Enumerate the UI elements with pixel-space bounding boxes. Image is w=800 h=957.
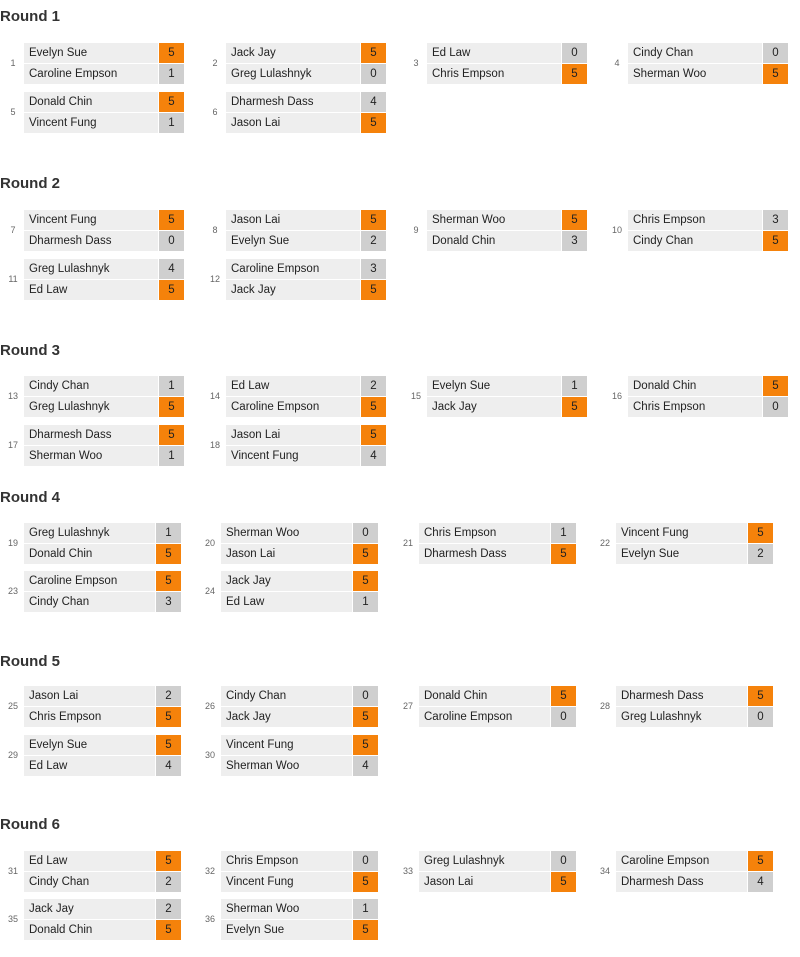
player-row[interactable] (427, 397, 587, 417)
match-number: 26 (204, 701, 215, 711)
winning-score: 5 (353, 544, 378, 564)
player-name: Caroline Empson (24, 64, 158, 84)
player-row[interactable] (226, 92, 386, 112)
winning-score: 5 (361, 280, 386, 300)
player-row[interactable] (419, 872, 576, 892)
player-name: Vincent Fung (226, 446, 360, 466)
player-name: Evelyn Sue (221, 920, 352, 940)
player-name: Dharmesh Dass (616, 872, 747, 892)
score: 1 (159, 446, 184, 466)
score: 0 (562, 43, 587, 63)
winning-score: 5 (353, 735, 378, 755)
match-number: 3 (413, 58, 419, 68)
player-row[interactable] (226, 446, 386, 466)
player-name: Evelyn Sue (24, 43, 158, 63)
score: 0 (763, 397, 788, 417)
score: 2 (361, 231, 386, 251)
player-row[interactable] (226, 425, 386, 445)
winning-score: 5 (156, 571, 181, 591)
player-name: Jack Jay (226, 280, 360, 300)
player-row[interactable] (221, 872, 378, 892)
player-row[interactable] (616, 544, 773, 564)
score: 0 (353, 851, 378, 871)
player-row[interactable] (616, 686, 773, 706)
score: 2 (361, 376, 386, 396)
winning-score: 5 (361, 210, 386, 230)
winning-score: 5 (748, 851, 773, 871)
match-number: 32 (204, 866, 215, 876)
score: 4 (159, 259, 184, 279)
winning-score: 5 (159, 425, 184, 445)
player-row[interactable] (24, 259, 184, 279)
winning-score: 5 (353, 920, 378, 940)
winning-score: 5 (361, 425, 386, 445)
player-name: Ed Law (427, 43, 561, 63)
player-name: Jack Jay (24, 899, 155, 919)
player-name: Greg Lulashnyk (24, 259, 158, 279)
player-row[interactable] (24, 571, 181, 591)
player-row[interactable] (419, 707, 576, 727)
player-row[interactable] (226, 397, 386, 417)
player-name: Evelyn Sue (24, 735, 155, 755)
player-name: Jack Jay (427, 397, 561, 417)
player-name: Ed Law (24, 851, 155, 871)
player-name: Chris Empson (419, 523, 550, 543)
player-row[interactable] (24, 446, 184, 466)
player-row[interactable] (24, 43, 184, 63)
round-title: Round 2 (0, 175, 60, 192)
round-title: Round 1 (0, 8, 60, 25)
match-number: 34 (599, 866, 610, 876)
match-number: 11 (8, 274, 18, 284)
match-number: 1 (10, 58, 16, 68)
player-row[interactable] (226, 376, 386, 396)
player-row[interactable] (419, 544, 576, 564)
score: 4 (353, 756, 378, 776)
player-row[interactable] (24, 280, 184, 300)
player-name: Chris Empson (628, 210, 762, 230)
match-number: 2 (212, 58, 218, 68)
score: 0 (551, 851, 576, 871)
player-row[interactable] (221, 544, 378, 564)
match-number: 22 (599, 538, 610, 548)
player-row[interactable] (24, 872, 181, 892)
match-number: 4 (614, 58, 620, 68)
match-number: 8 (212, 225, 218, 235)
player-name: Jack Jay (221, 571, 352, 591)
player-name: Cindy Chan (221, 686, 352, 706)
score: 3 (361, 259, 386, 279)
round-title: Round 4 (0, 489, 60, 506)
player-name: Sherman Woo (221, 523, 352, 543)
player-row[interactable] (24, 231, 184, 251)
player-name: Greg Lulashnyk (419, 851, 550, 871)
score: 1 (159, 113, 184, 133)
match-number: 9 (413, 225, 419, 235)
match-number: 12 (209, 274, 220, 284)
player-name: Ed Law (221, 592, 352, 612)
player-name: Evelyn Sue (427, 376, 561, 396)
score: 1 (159, 376, 184, 396)
winning-score: 5 (156, 920, 181, 940)
winning-score: 5 (156, 707, 181, 727)
winning-score: 5 (159, 43, 184, 63)
winning-score: 5 (159, 397, 184, 417)
match-number: 17 (7, 440, 18, 450)
player-row[interactable] (628, 397, 788, 417)
player-name: Jason Lai (226, 425, 360, 445)
score: 3 (763, 210, 788, 230)
player-row[interactable] (628, 231, 788, 251)
match-number: 29 (7, 750, 18, 760)
winning-score: 5 (353, 872, 378, 892)
player-name: Chris Empson (24, 707, 155, 727)
winning-score: 5 (763, 376, 788, 396)
winning-score: 5 (361, 397, 386, 417)
player-row[interactable] (24, 920, 181, 940)
player-name: Ed Law (24, 756, 155, 776)
player-name: Jack Jay (221, 707, 352, 727)
score: 4 (361, 92, 386, 112)
player-row[interactable] (226, 280, 386, 300)
winning-score: 5 (551, 544, 576, 564)
match-number: 14 (209, 391, 220, 401)
player-name: Jack Jay (226, 43, 360, 63)
player-name: Sherman Woo (24, 446, 158, 466)
match-number: 19 (7, 538, 18, 548)
player-name: Jason Lai (419, 872, 550, 892)
match-number: 31 (7, 866, 18, 876)
round-title: Round 6 (0, 816, 60, 833)
winning-score: 5 (562, 210, 587, 230)
player-row[interactable] (628, 376, 788, 396)
score: 2 (156, 899, 181, 919)
score: 4 (748, 872, 773, 892)
score: 3 (562, 231, 587, 251)
match-number: 36 (204, 914, 215, 924)
player-row[interactable] (226, 231, 386, 251)
match-number: 6 (212, 107, 218, 117)
winning-score: 5 (156, 851, 181, 871)
player-name: Chris Empson (427, 64, 561, 84)
player-name: Cindy Chan (628, 231, 762, 251)
player-row[interactable] (221, 592, 378, 612)
winning-score: 5 (353, 571, 378, 591)
match-number: 28 (599, 701, 610, 711)
score: 2 (156, 872, 181, 892)
player-name: Sherman Woo (221, 756, 352, 776)
score: 1 (159, 64, 184, 84)
player-name: Cindy Chan (24, 872, 155, 892)
winning-score: 5 (562, 397, 587, 417)
player-row[interactable] (221, 707, 378, 727)
match-number: 23 (7, 586, 18, 596)
player-name: Vincent Fung (221, 735, 352, 755)
player-name: Caroline Empson (616, 851, 747, 871)
player-row[interactable] (24, 64, 184, 84)
player-row[interactable] (221, 851, 378, 871)
player-row[interactable] (24, 113, 184, 133)
match-number: 16 (611, 391, 622, 401)
score: 2 (748, 544, 773, 564)
score: 4 (361, 446, 386, 466)
score: 1 (353, 899, 378, 919)
player-row[interactable] (24, 210, 184, 230)
player-name: Greg Lulashnyk (24, 397, 158, 417)
player-name: Vincent Fung (24, 210, 158, 230)
score: 0 (353, 686, 378, 706)
player-name: Jason Lai (226, 113, 360, 133)
player-name: Jason Lai (221, 544, 352, 564)
player-name: Evelyn Sue (226, 231, 360, 251)
winning-score: 5 (361, 43, 386, 63)
player-row[interactable] (427, 210, 587, 230)
winning-score: 5 (159, 210, 184, 230)
player-row[interactable] (419, 523, 576, 543)
player-row[interactable] (628, 210, 788, 230)
player-row[interactable] (226, 210, 386, 230)
player-name: Jason Lai (24, 686, 155, 706)
score: 3 (156, 592, 181, 612)
player-row[interactable] (221, 735, 378, 755)
player-row[interactable] (226, 43, 386, 63)
player-row[interactable] (221, 686, 378, 706)
player-name: Vincent Fung (616, 523, 747, 543)
player-row[interactable] (616, 707, 773, 727)
player-name: Donald Chin (628, 376, 762, 396)
player-name: Greg Lulashnyk (616, 707, 747, 727)
player-name: Caroline Empson (226, 259, 360, 279)
player-row[interactable] (419, 686, 576, 706)
player-name: Ed Law (226, 376, 360, 396)
winning-score: 5 (353, 707, 378, 727)
player-name: Caroline Empson (419, 707, 550, 727)
player-name: Chris Empson (221, 851, 352, 871)
winning-score: 5 (159, 92, 184, 112)
player-row[interactable] (24, 544, 181, 564)
match-number: 35 (7, 914, 18, 924)
player-name: Donald Chin (24, 544, 155, 564)
player-row[interactable] (427, 231, 587, 251)
player-row[interactable] (24, 376, 184, 396)
player-row[interactable] (24, 735, 181, 755)
player-row[interactable] (24, 592, 181, 612)
player-row[interactable] (24, 686, 181, 706)
player-name: Sherman Woo (427, 210, 561, 230)
player-name: Caroline Empson (226, 397, 360, 417)
player-name: Dharmesh Dass (419, 544, 550, 564)
player-name: Cindy Chan (24, 376, 158, 396)
score: 0 (353, 523, 378, 543)
winning-score: 5 (361, 113, 386, 133)
winning-score: 5 (156, 544, 181, 564)
winning-score: 5 (159, 280, 184, 300)
round-title: Round 3 (0, 342, 60, 359)
player-row[interactable] (24, 851, 181, 871)
winning-score: 5 (156, 735, 181, 755)
score: 0 (361, 64, 386, 84)
player-row[interactable] (616, 523, 773, 543)
player-row[interactable] (221, 571, 378, 591)
score: 0 (551, 707, 576, 727)
player-row[interactable] (24, 92, 184, 112)
player-row[interactable] (24, 523, 181, 543)
player-row[interactable] (226, 64, 386, 84)
player-name: Chris Empson (628, 397, 762, 417)
score: 0 (763, 43, 788, 63)
match-number: 15 (410, 391, 421, 401)
winning-score: 5 (763, 231, 788, 251)
match-number: 21 (402, 538, 413, 548)
player-row[interactable] (419, 851, 576, 871)
winning-score: 5 (551, 686, 576, 706)
player-row[interactable] (427, 376, 587, 396)
player-row[interactable] (226, 113, 386, 133)
player-name: Sherman Woo (628, 64, 762, 84)
round-title: Round 5 (0, 653, 60, 670)
player-name: Dharmesh Dass (24, 425, 158, 445)
match-number: 18 (209, 440, 220, 450)
score: 1 (562, 376, 587, 396)
player-name: Ed Law (24, 280, 158, 300)
match-number: 24 (204, 586, 215, 596)
player-name: Jason Lai (226, 210, 360, 230)
player-row[interactable] (24, 707, 181, 727)
player-name: Vincent Fung (24, 113, 158, 133)
player-name: Donald Chin (419, 686, 550, 706)
player-name: Vincent Fung (221, 872, 352, 892)
player-name: Donald Chin (24, 920, 155, 940)
player-name: Evelyn Sue (616, 544, 747, 564)
score: 4 (156, 756, 181, 776)
player-row[interactable] (221, 523, 378, 543)
match-number: 33 (402, 866, 413, 876)
score: 0 (748, 707, 773, 727)
winning-score: 5 (748, 523, 773, 543)
player-row[interactable] (427, 64, 587, 84)
player-name: Dharmesh Dass (24, 231, 158, 251)
score: 2 (156, 686, 181, 706)
player-row[interactable] (616, 851, 773, 871)
winning-score: 5 (562, 64, 587, 84)
player-row[interactable] (427, 43, 587, 63)
match-number: 30 (204, 750, 215, 760)
player-name: Cindy Chan (628, 43, 762, 63)
player-name: Dharmesh Dass (616, 686, 747, 706)
player-name: Dharmesh Dass (226, 92, 360, 112)
player-row[interactable] (221, 899, 378, 919)
match-number: 13 (7, 391, 18, 401)
match-number: 7 (10, 225, 16, 235)
player-row[interactable] (24, 425, 184, 445)
match-number: 5 (10, 107, 16, 117)
score: 1 (551, 523, 576, 543)
player-row[interactable] (24, 397, 184, 417)
score: 1 (353, 592, 378, 612)
player-row[interactable] (24, 756, 181, 776)
player-row[interactable] (221, 756, 378, 776)
winning-score: 5 (748, 686, 773, 706)
player-name: Cindy Chan (24, 592, 155, 612)
player-row[interactable] (226, 259, 386, 279)
winning-score: 5 (551, 872, 576, 892)
match-number: 20 (204, 538, 215, 548)
player-name: Donald Chin (24, 92, 158, 112)
match-number: 27 (402, 701, 413, 711)
player-row[interactable] (616, 872, 773, 892)
score: 1 (156, 523, 181, 543)
match-number: 25 (7, 701, 18, 711)
player-row[interactable] (24, 899, 181, 919)
score: 0 (159, 231, 184, 251)
player-name: Caroline Empson (24, 571, 155, 591)
player-name: Donald Chin (427, 231, 561, 251)
match-number: 10 (611, 225, 622, 235)
player-name: Greg Lulashnyk (24, 523, 155, 543)
player-row[interactable] (628, 64, 788, 84)
winning-score: 5 (763, 64, 788, 84)
player-row[interactable] (221, 920, 378, 940)
player-name: Sherman Woo (221, 899, 352, 919)
player-row[interactable] (628, 43, 788, 63)
player-name: Greg Lulashnyk (226, 64, 360, 84)
